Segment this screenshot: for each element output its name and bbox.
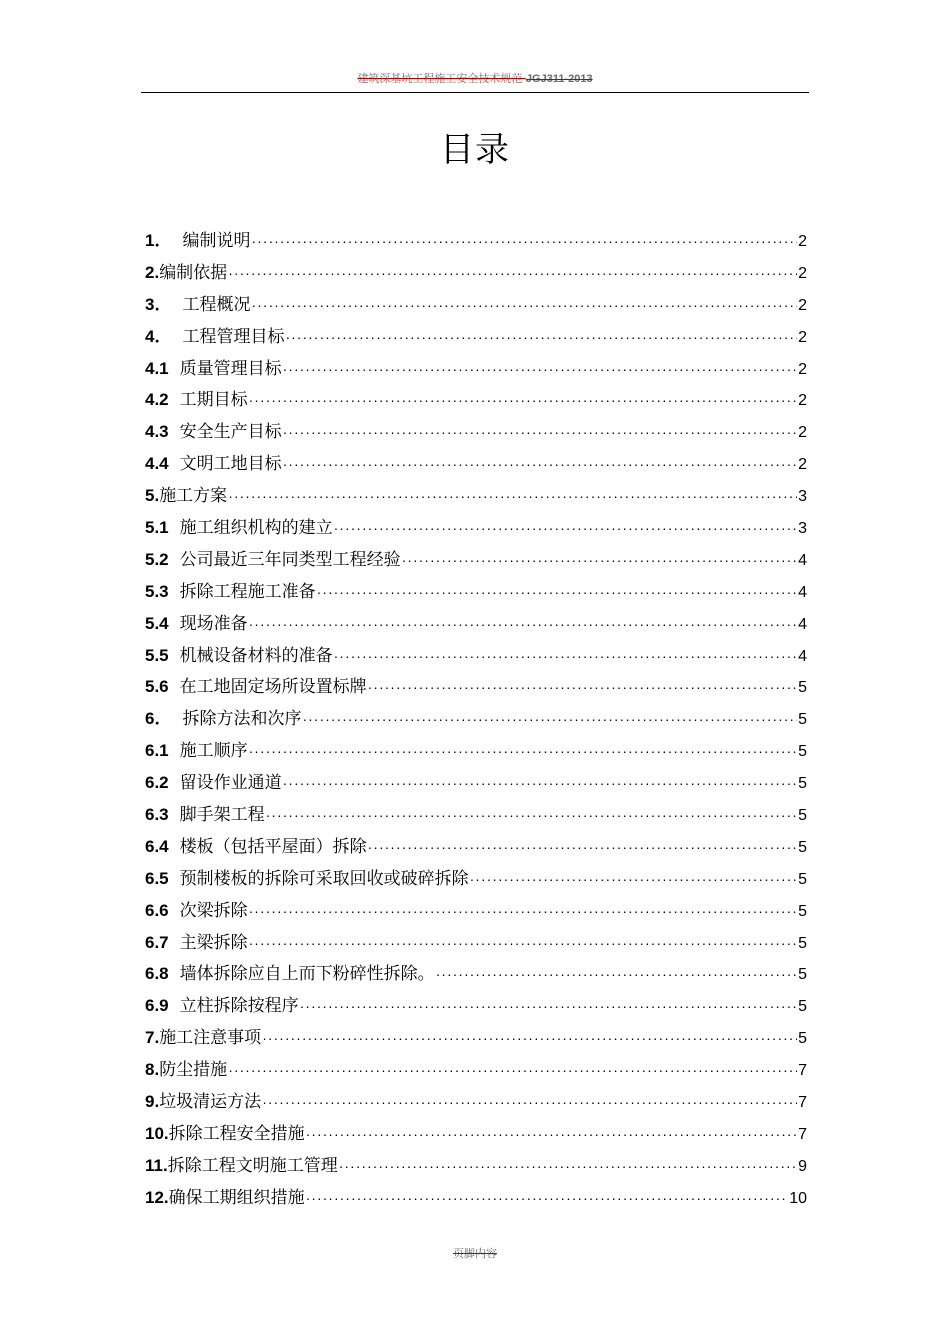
toc-entry-number: 9. [145,1092,160,1112]
toc-entry[interactable] [145,420,807,452]
toc-entry-page-number: 3 [798,488,807,506]
toc-entry[interactable] [145,899,807,931]
toc-dot-leader [251,293,797,317]
toc-entry-number: 11. [145,1155,168,1175]
toc-entry-title: 安全生产目标 [179,422,282,443]
toc-dot-leader [266,803,797,827]
toc-entry-page-number: 5 [798,775,807,793]
toc-entry[interactable] [145,516,807,548]
toc-entry-number: 10. [145,1123,169,1143]
page-header [141,72,809,86]
toc-entry-number: 1． [145,231,172,250]
toc-dot-leader [470,867,797,891]
toc-entry-title: 拆除工程施工准备 [179,581,316,602]
toc-entry-title: 施工注意事项 [159,1028,262,1049]
toc-entry[interactable] [145,580,807,612]
toc-entry-title: 次梁拆除 [179,900,248,921]
toc-dot-leader [339,1154,797,1178]
toc-entry-number: 5.2 [145,549,169,569]
toc-entry[interactable] [145,771,807,803]
toc-entry[interactable] [145,675,807,707]
toc-entry-number: 6． [145,709,172,729]
toc-dot-leader [300,994,797,1018]
toc-entry-title: 拆除方法和次序 [182,709,302,730]
toc-entry-title: 墙体拆除应自上而下粉碎性拆除。 [179,964,435,985]
toc-entry[interactable] [145,1186,807,1218]
toc-entry-title: 留设作业通道 [179,773,282,794]
toc-dot-leader [249,612,797,636]
toc-entry-number: 12. [145,1187,169,1207]
toc-dot-leader [228,1058,797,1082]
toc-entry-page-number: 5 [798,743,807,761]
toc-entry-page-number: 2 [798,392,807,410]
toc-entry-page-number: 4 [798,583,807,601]
toc-dot-leader [283,771,797,795]
toc-entry-number: 5.5 [145,645,169,665]
toc-entry-title: 机械设备材料的准备 [179,645,333,666]
toc-entry-number: 5. [145,486,160,506]
toc-entry-number: 6.2 [145,773,169,793]
toc-entry-number: 5.4 [145,613,169,633]
toc-entry-page-number: 2 [798,296,807,314]
toc-entry-title: 预制楼板的拆除可采取回收或破碎拆除 [179,868,469,889]
toc-entry[interactable] [145,867,807,899]
toc-entry-title: 楼板（包括平屋面）拆除 [179,836,367,857]
toc-entry-title: 工程概况 [182,294,251,315]
toc-entry-number: 6.9 [145,996,169,1016]
toc-entry-title: 拆除工程文明施工管理 [167,1155,338,1176]
toc-entry-number: 5.1 [145,518,169,538]
toc-entry-number: 6.6 [145,900,169,920]
toc-entry[interactable] [145,644,807,676]
toc-entry-page-number: 7 [798,1125,807,1143]
toc-entry[interactable] [145,1122,807,1154]
toc-entry[interactable] [145,261,807,293]
toc-dot-leader [402,548,797,572]
toc-dot-leader [249,739,797,763]
toc-dot-leader [249,931,797,955]
toc-entry-page-number: 5 [798,934,807,952]
toc-entry-title: 在工地固定场所设置标牌 [179,677,367,698]
toc-entry-page-number: 5 [798,838,807,856]
toc-dot-leader [368,675,797,699]
toc-entry-title: 脚手架工程 [179,805,265,826]
toc-entry-page-number: 7 [798,1094,807,1112]
toc-entry[interactable] [145,803,807,835]
toc-entry-number: 6.7 [145,932,169,952]
toc-entry-page-number: 5 [798,870,807,888]
toc-entry-page-number: 5 [798,966,807,984]
toc-entry-page-number: 5 [798,902,807,920]
toc-entry-title: 文明工地目标 [179,454,282,475]
toc-dot-leader [228,484,797,508]
toc-entry-number: 2. [145,262,160,282]
toc-entry-title: 编制依据 [159,262,228,283]
toc-entry-title: 施工顺序 [179,741,248,762]
toc-dot-leader [249,388,797,412]
toc-entry[interactable] [145,388,807,420]
toc-entry-page-number: 2 [798,264,807,282]
toc-entry-page-number: 7 [798,1062,807,1080]
toc-entry[interactable] [145,612,807,644]
toc-entry-number: 6.5 [145,868,169,888]
header-standard-code: JGJ311-2013 [525,73,593,85]
toc-entry-title: 编制说明 [182,231,251,251]
toc-entry-number: 6.1 [145,741,169,761]
table-of-contents [145,229,807,1218]
toc-entry-title: 防尘措施 [159,1060,228,1081]
toc-entry-title: 公司最近三年同类型工程经验 [179,549,401,570]
toc-entry-number: 6.8 [145,964,169,984]
toc-dot-leader [283,452,797,476]
toc-entry-number: 4.4 [145,454,169,474]
toc-entry[interactable] [145,484,807,516]
toc-entry-number: 4.3 [145,422,169,442]
toc-entry-title: 现场准备 [179,613,248,634]
toc-entry[interactable] [145,1154,807,1186]
toc-entry-number: 6.4 [145,836,169,856]
toc-dot-leader [251,229,797,253]
toc-entry-number: 3． [145,294,172,314]
toc-entry-title: 拆除工程安全措施 [168,1123,305,1144]
toc-entry[interactable] [145,293,807,325]
toc-entry-page-number: 2 [798,233,807,250]
header-rule [141,92,809,93]
toc-dot-leader [262,1026,797,1050]
page-footer: 页脚内容 [453,1247,497,1260]
toc-entry[interactable] [145,1026,807,1058]
toc-entry-page-number: 4 [798,551,807,569]
toc-entry-page-number: 9 [798,1157,807,1175]
toc-dot-leader [436,962,797,986]
toc-entry[interactable] [145,357,807,389]
toc-dot-leader [317,580,797,604]
toc-dot-leader [368,835,797,859]
toc-entry[interactable] [145,325,807,357]
toc-dot-leader [283,357,797,381]
toc-entry-number: 5.6 [145,677,169,697]
toc-entry-page-number: 5 [798,1030,807,1048]
toc-entry[interactable] [145,739,807,771]
toc-entry-number: 7. [145,1028,160,1048]
toc-entry-page-number: 2 [798,424,807,442]
toc-entry-page-number: 5 [798,807,807,825]
toc-entry-page-number: 3 [798,520,807,538]
page-title: 目录 [440,130,510,170]
toc-entry-title: 施工组织机构的建立 [179,518,333,539]
toc-entry-page-number: 5 [798,679,807,697]
toc-entry[interactable] [145,1058,807,1090]
toc-dot-leader [262,1090,797,1114]
toc-entry-title: 工程管理目标 [182,326,285,347]
toc-entry-title: 确保工期组织措施 [168,1187,305,1208]
toc-entry-title: 立柱拆除按程序 [179,996,299,1017]
toc-dot-leader [283,420,797,444]
toc-dot-leader [306,1122,797,1146]
toc-entry-page-number: 10 [789,1189,807,1207]
header-title: 建筑深基坑工程施工安全技术规范 [357,72,526,85]
toc-dot-leader [302,707,797,731]
toc-entry-title: 工期目标 [179,390,248,411]
toc-entry[interactable] [145,229,807,261]
toc-entry[interactable] [145,452,807,484]
toc-entry-title: 质量管理目标 [179,358,282,379]
toc-entry[interactable] [145,835,807,867]
toc-entry-number: 8. [145,1060,160,1080]
toc-entry-title: 主梁拆除 [179,932,248,953]
toc-entry[interactable] [145,931,807,963]
toc-entry-number: 4． [145,326,172,346]
toc-entry[interactable] [145,962,807,994]
toc-entry[interactable] [145,548,807,580]
toc-entry[interactable] [145,707,807,739]
toc-entry-number: 4.2 [145,390,169,410]
toc-entry-page-number: 4 [798,647,807,665]
toc-entry-title: 垃圾清运方法 [159,1092,262,1113]
toc-entry[interactable] [145,994,807,1026]
toc-entry-page-number: 2 [798,328,807,346]
toc-entry-number: 5.3 [145,581,169,601]
toc-dot-leader [249,899,797,923]
toc-entry-page-number: 4 [798,615,807,633]
toc-dot-leader [228,261,797,285]
toc-entry-number: 4.1 [145,358,169,378]
toc-entry-page-number: 2 [798,456,807,474]
toc-entry[interactable] [145,1090,807,1122]
toc-dot-leader [334,644,797,668]
toc-entry-page-number: 5 [798,711,807,729]
toc-entry-page-number: 2 [798,360,807,378]
toc-dot-leader [285,325,797,349]
toc-entry-number: 6.3 [145,805,169,825]
toc-dot-leader [334,516,797,540]
toc-dot-leader [306,1186,789,1210]
toc-entry-page-number: 5 [798,998,807,1016]
toc-entry-title: 施工方案 [159,486,228,507]
